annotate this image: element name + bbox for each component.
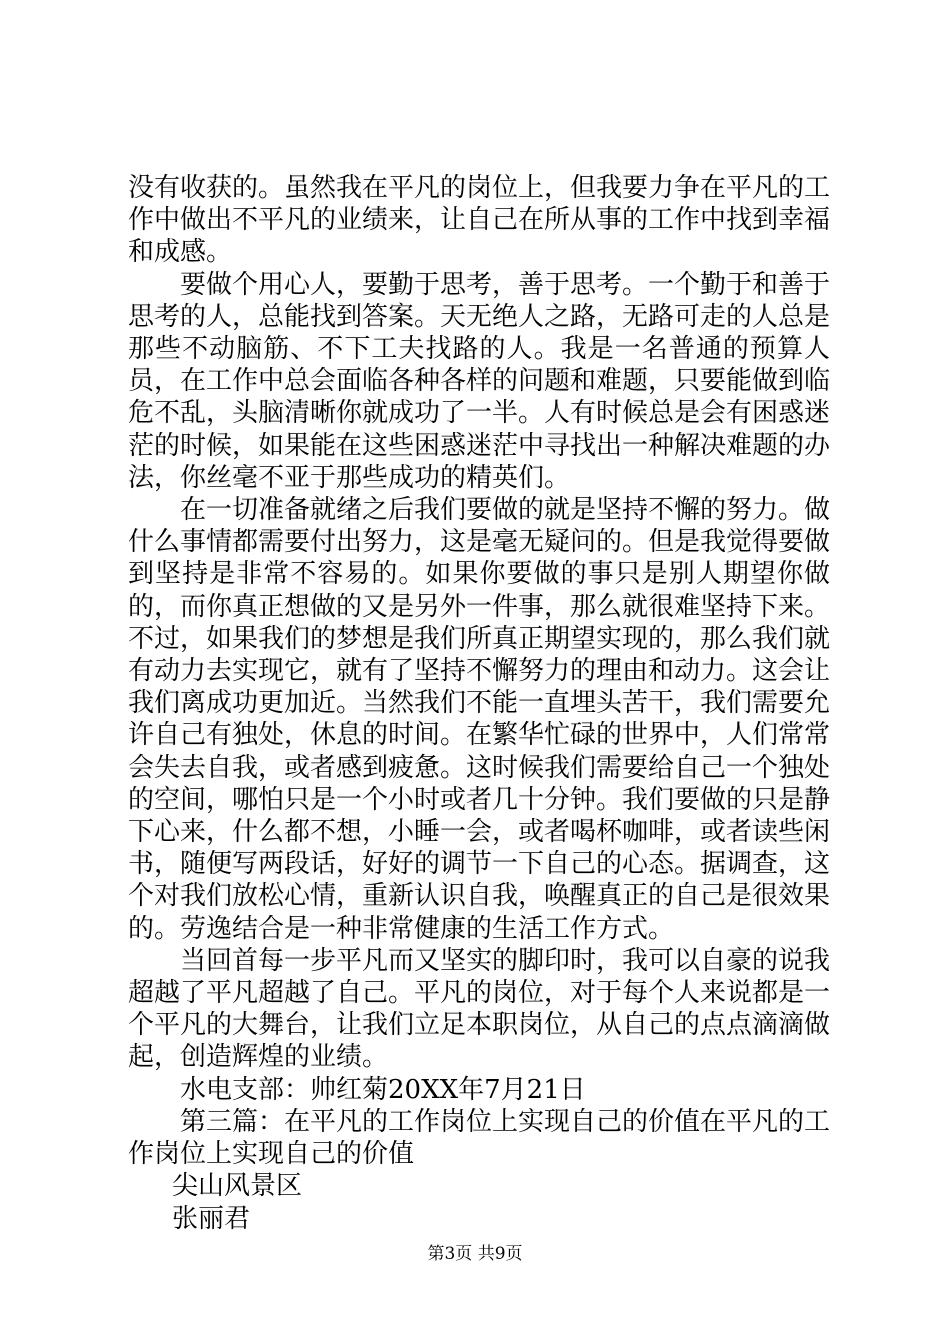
paragraph-persistence: 在一切准备就绪之后我们要做的就是坚持不懈的努力。做什么事情都需要付出努力，这是毫无疑问的。但是我觉得要做到坚持是非常不容易的。如果你要做的事只是别人期望你做的，而你真正想做的又是另外一件事，那么就很难坚持下来。不过，如果我们的梦想是我们所真正期望实现的，那么我们就有动力去实现它，就有了坚持不懈努力的理由和动力。这会让我们离成功更加近。当然我们不能一直埋头苦干，我们需要允许自己有独处，休息的时间。在繁华忙碌的世界中，人们常常会失去自我，或者感到疲惫。这时候我们需要给自己一个独处的空间，哪怕只是一个小时或者几十分钟。我们要做的只是静下心来，什么都不想，小睡一会，或者喝杯咖啡，或者读些闲书，随便写两段话，好好的调节一下自己的心态。据调查，这个对我们放松心情，重新认识自我，唤醒真正的自己是很效果的。劳逸结合是一种非常健康的生活工作方式。 (128, 495, 831, 944)
author-name: 张丽君 (172, 1203, 251, 1234)
paragraph-conclusion: 当回首每一步平凡而又坚实的脚印时，我可以自豪的说我超越了平凡超越了自己。平凡的岗位，对于每个人来说都是一个平凡的大舞台，让我们立足本职岗位，从自己的点点滴滴做起，创造辉煌的业绩。 (128, 945, 831, 1073)
section-title: 第三篇：在平凡的工作岗位上实现自己的价值在平凡的工作岗位上实现自己的价值 (128, 1106, 831, 1170)
signature-line: 水电支部：帅红菊20XX年7月21日 (180, 1074, 586, 1105)
organization-name: 尖山风景区 (172, 1171, 303, 1202)
page-number-label: 第3页 共9页 (427, 1244, 523, 1264)
paragraph-thinking: 要做个用心人，要勤于思考，善于思考。一个勤于和善于思考的人，总能找到答案。天无绝人之路，无路可走的人总是那些不动脑筋、不下工夫找路的人。我是一名普通的预算人员，在工作中总会面临各种各样的问题和难题，只要能做到临危不乱，头脑清晰你就成功了一半。人有时候总是会有困惑迷茫的时候，如果能在这些困惑迷茫中寻找出一种解决难题的办法，你丝毫不亚于那些成功的精英们。 (128, 269, 831, 493)
document-body (128, 172, 830, 1235)
page-footer (0, 1243, 950, 1265)
paragraph-continuation: 没有收获的。虽然我在平凡的岗位上，但我要力争在平凡的工作中做出不平凡的业绩来，让自己在所从事的工作中找到幸福和成感。 (128, 173, 831, 268)
